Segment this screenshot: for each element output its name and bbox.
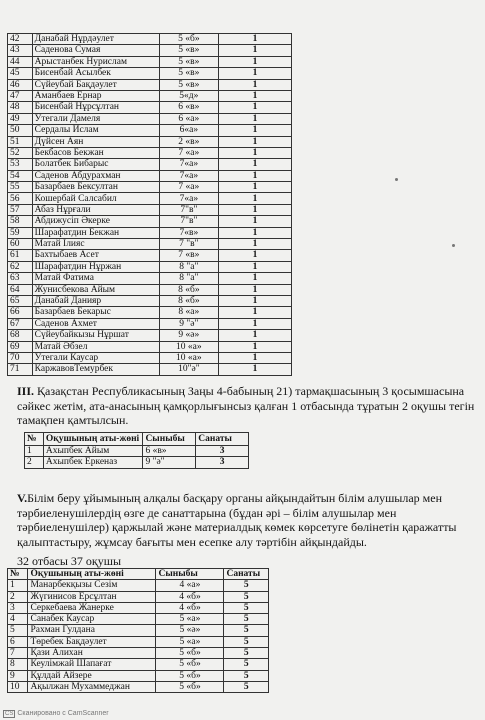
cell-grade: 9 "ә" xyxy=(143,457,196,469)
cell-category: 5 xyxy=(224,648,269,659)
cell-category: 5 xyxy=(224,625,269,636)
cell-grade: 5 «в» xyxy=(159,79,218,90)
cell-name: Базарбаев Бекарыс xyxy=(32,307,159,318)
cell-number: 55 xyxy=(8,182,33,193)
cell-name: Арыстанбек Нурислам xyxy=(32,56,159,67)
table-row xyxy=(8,193,292,204)
table-row xyxy=(25,457,249,469)
table-row xyxy=(8,341,292,352)
cell-number: 60 xyxy=(8,239,33,250)
table-row xyxy=(8,636,269,647)
section-iii-paragraph xyxy=(17,384,477,428)
cell-name: Ахыпбек Айым xyxy=(43,445,143,457)
cell-name: Матай Фатима xyxy=(32,273,159,284)
col-header-number: № xyxy=(8,569,28,580)
cell-grade: 7«а» xyxy=(159,170,218,181)
table-row xyxy=(8,602,269,613)
table-row xyxy=(8,136,292,147)
cell-number: 10 xyxy=(8,681,28,692)
section-v-count: 32 отбасы 37 оқушы xyxy=(17,554,122,568)
cell-name: Болатбек Бибарыс xyxy=(32,159,159,170)
table-row xyxy=(8,227,292,238)
cell-number: 70 xyxy=(8,352,33,363)
table-row xyxy=(8,34,292,45)
cell-name: Ақылжан Мухаммеджан xyxy=(28,681,156,692)
table-row xyxy=(8,216,292,227)
cell-grade: 10 «а» xyxy=(159,341,218,352)
cell-number: 48 xyxy=(8,102,33,113)
cell-name: Утегали Каусар xyxy=(32,352,159,363)
cell-name: Кошербай Салсабил xyxy=(32,193,159,204)
col-header-name: Оқушының аты-жөні xyxy=(43,433,143,446)
cell-number: 50 xyxy=(8,125,33,136)
cell-grade: 5 «б» xyxy=(156,659,224,670)
cell-number: 67 xyxy=(8,318,33,329)
table-row xyxy=(8,250,292,261)
table-row xyxy=(8,159,292,170)
cell-grade: 9 «ә» xyxy=(159,330,218,341)
cell-number: 4 xyxy=(8,614,28,625)
cell-name: Манарбекқызы Сезім xyxy=(28,580,156,591)
cell-number: 58 xyxy=(8,216,33,227)
cell-number: 5 xyxy=(8,625,28,636)
cell-name: Құлдай Айзере xyxy=(28,670,156,681)
cell-category: 5 xyxy=(224,614,269,625)
scan-speck xyxy=(452,244,455,247)
cell-name: Ахыпбек Еркеназ xyxy=(43,457,143,469)
cell-number: 71 xyxy=(8,364,33,375)
table-row xyxy=(8,681,269,692)
cell-grade: 7 "в" xyxy=(159,239,218,250)
cell-name: Бекбасов Бекжан xyxy=(32,147,159,158)
cell-category: 1 xyxy=(218,136,291,147)
cell-grade: 8 «б» xyxy=(159,284,218,295)
scanner-text: Сканировано с CamScanner xyxy=(17,710,109,717)
table-row xyxy=(8,284,292,295)
cell-number: 69 xyxy=(8,341,33,352)
cell-category: 1 xyxy=(218,284,291,295)
cell-grade: 6 «в» xyxy=(143,445,196,457)
cell-grade: 10"ә" xyxy=(159,364,218,375)
cell-grade: 7"в" xyxy=(159,204,218,215)
cell-grade: 8 «б» xyxy=(159,295,218,306)
cell-category: 1 xyxy=(218,330,291,341)
cell-grade: 10 «а» xyxy=(159,352,218,363)
cell-number: 61 xyxy=(8,250,33,261)
cell-category: 1 xyxy=(218,318,291,329)
section-v-paragraph xyxy=(17,491,477,549)
cell-name: Данабай Данияр xyxy=(32,295,159,306)
cell-name: Сердалы Ислам xyxy=(32,125,159,136)
table-row xyxy=(8,659,269,670)
cell-grade: 7"в" xyxy=(159,216,218,227)
table-row xyxy=(8,90,292,101)
table-header-row xyxy=(25,433,249,446)
cell-category: 1 xyxy=(218,102,291,113)
table-row xyxy=(8,580,269,591)
cell-category: 1 xyxy=(218,261,291,272)
table-row xyxy=(8,147,292,158)
cell-category: 1 xyxy=(218,216,291,227)
table-row xyxy=(8,261,292,272)
cell-number: 43 xyxy=(8,45,33,56)
cell-grade: 4 «б» xyxy=(156,591,224,602)
cell-grade: 7«в» xyxy=(159,227,218,238)
cell-number: 63 xyxy=(8,273,33,284)
cell-name: Жүгинисов Ерсұлтан xyxy=(28,591,156,602)
cell-name: Серкебаева Жанерке xyxy=(28,602,156,613)
section-iii-text: Қазақстан Республикасының Заңы 4-бабының 21) тармақшасының 3 қосымшасына сәйкес жетім, ата-анасының қамқорлығынсыз қалған 1 отбасында тұратын 2 оқушы тегін тамақпен қамтылсын. xyxy=(17,384,475,427)
cell-category: 5 xyxy=(224,681,269,692)
cell-number: 2 xyxy=(25,457,44,469)
table-row xyxy=(25,445,249,457)
cell-name: Бисенбай Нұрсұлтан xyxy=(32,102,159,113)
cell-category: 1 xyxy=(218,193,291,204)
cell-grade: 5«д» xyxy=(159,90,218,101)
cell-category: 1 xyxy=(218,45,291,56)
table-row xyxy=(8,113,292,124)
cell-category: 5 xyxy=(224,602,269,613)
cell-grade: 7 «а» xyxy=(159,147,218,158)
table-row xyxy=(8,591,269,602)
col-header-grade: Сыныбы xyxy=(156,569,224,580)
cell-category: 1 xyxy=(218,90,291,101)
cell-name: Саденов Абдурахман xyxy=(32,170,159,181)
table-row xyxy=(8,330,292,341)
cell-grade: 5 «в» xyxy=(159,68,218,79)
table-row xyxy=(8,56,292,67)
scanner-watermark xyxy=(3,710,109,718)
aid-students-table-body xyxy=(8,580,269,693)
cell-category: 5 xyxy=(224,636,269,647)
cell-category: 1 xyxy=(218,147,291,158)
cell-number: 1 xyxy=(8,580,28,591)
cell-category: 5 xyxy=(224,580,269,591)
cell-category: 1 xyxy=(218,250,291,261)
cell-grade: 6«а» xyxy=(159,125,218,136)
section-iii-numeral: III. xyxy=(17,384,35,398)
cell-number: 68 xyxy=(8,330,33,341)
table-row xyxy=(8,295,292,306)
cell-name: Шарафатдин Бекжан xyxy=(32,227,159,238)
cell-name: Матай Ілияс xyxy=(32,239,159,250)
cell-name: Қази Алихан xyxy=(28,648,156,659)
cell-name: Кеулімжай Шапағат xyxy=(28,659,156,670)
cell-number: 52 xyxy=(8,147,33,158)
table-row xyxy=(8,625,269,636)
orphans-table xyxy=(24,432,249,469)
cell-grade: 7«а» xyxy=(159,159,218,170)
cell-grade: 2 «в» xyxy=(159,136,218,147)
table-row xyxy=(8,318,292,329)
cell-category: 1 xyxy=(218,295,291,306)
table-row xyxy=(8,670,269,681)
scan-speck xyxy=(395,178,398,181)
cell-category: 5 xyxy=(224,591,269,602)
table-row xyxy=(8,45,292,56)
cell-grade: 5 «в» xyxy=(159,56,218,67)
cell-category: 5 xyxy=(224,670,269,681)
cell-category: 1 xyxy=(218,113,291,124)
table-row xyxy=(8,273,292,284)
cell-number: 64 xyxy=(8,284,33,295)
cell-number: 6 xyxy=(8,636,28,647)
col-header-category: Санаты xyxy=(196,433,249,446)
cell-category: 1 xyxy=(218,273,291,284)
cell-number: 9 xyxy=(8,670,28,681)
cell-number: 62 xyxy=(8,261,33,272)
cell-number: 65 xyxy=(8,295,33,306)
cell-name: Базарбаев Бексултан xyxy=(32,182,159,193)
table-row xyxy=(8,79,292,90)
cell-name: Данабай Нұрдәулет xyxy=(32,34,159,45)
cell-category: 1 xyxy=(218,341,291,352)
cell-number: 51 xyxy=(8,136,33,147)
cell-number: 1 xyxy=(25,445,44,457)
cell-grade: 5 «б» xyxy=(156,670,224,681)
cell-grade: 7«а» xyxy=(159,193,218,204)
table-row xyxy=(8,204,292,215)
table-row xyxy=(8,614,269,625)
students-table-body xyxy=(8,34,292,376)
cell-name: Рахман Гулдана xyxy=(28,625,156,636)
table-row xyxy=(8,182,292,193)
cell-name: Утегали Дамеля xyxy=(32,113,159,124)
cell-number: 57 xyxy=(8,204,33,215)
table-row xyxy=(8,364,292,375)
cell-grade: 6 «в» xyxy=(159,102,218,113)
cell-name: Төребек Бақдәулет xyxy=(28,636,156,647)
cell-number: 49 xyxy=(8,113,33,124)
cell-name: Абдижусіп Әкерке xyxy=(32,216,159,227)
cell-grade: 7 «а» xyxy=(159,182,218,193)
cell-number: 2 xyxy=(8,591,28,602)
cell-category: 1 xyxy=(218,352,291,363)
cell-grade: 4 «а» xyxy=(156,580,224,591)
orphans-table-body xyxy=(25,445,249,468)
table-row xyxy=(8,102,292,113)
cell-name: Дүйсен Аян xyxy=(32,136,159,147)
table-row xyxy=(8,352,292,363)
cell-grade: 8 "а" xyxy=(159,273,218,284)
cell-name: Саденов Ахмет xyxy=(32,318,159,329)
cell-grade: 8 "а" xyxy=(159,261,218,272)
table-row xyxy=(8,648,269,659)
aid-students-table xyxy=(7,568,269,693)
cell-name: Сүйеубайкызы Нұршат xyxy=(32,330,159,341)
cell-name: Бисенбай Асылбек xyxy=(32,68,159,79)
cell-category: 1 xyxy=(218,34,291,45)
students-table-continued xyxy=(7,33,292,376)
table-row xyxy=(8,125,292,136)
cell-category: 1 xyxy=(218,125,291,136)
cell-grade: 5 «б» xyxy=(156,648,224,659)
table-row xyxy=(8,239,292,250)
cell-category: 1 xyxy=(218,307,291,318)
cell-name: Сүйеубай Бақдәулет xyxy=(32,79,159,90)
cell-name: Матай Әбзел xyxy=(32,341,159,352)
cell-number: 46 xyxy=(8,79,33,90)
cell-number: 54 xyxy=(8,170,33,181)
cell-grade: 9 "ә" xyxy=(159,318,218,329)
cell-category: 3 xyxy=(196,445,249,457)
cell-name: Саденова Сумая xyxy=(32,45,159,56)
cell-grade: 8 «а» xyxy=(159,307,218,318)
cell-category: 1 xyxy=(218,239,291,250)
table-row xyxy=(8,307,292,318)
cell-number: 42 xyxy=(8,34,33,45)
cell-number: 7 xyxy=(8,648,28,659)
cell-category: 3 xyxy=(196,457,249,469)
cell-grade: 5 «а» xyxy=(156,636,224,647)
cell-category: 1 xyxy=(218,204,291,215)
cell-number: 53 xyxy=(8,159,33,170)
cell-name: Аманбаев Ернар xyxy=(32,90,159,101)
col-header-category: Санаты xyxy=(224,569,269,580)
section-v-numeral: V. xyxy=(17,491,28,505)
cell-number: 47 xyxy=(8,90,33,101)
col-header-number: № xyxy=(25,433,44,446)
cell-grade: 4 «б» xyxy=(156,602,224,613)
table-row xyxy=(8,68,292,79)
col-header-grade: Сыныбы xyxy=(143,433,196,446)
cell-grade: 5 «а» xyxy=(156,614,224,625)
cell-number: 66 xyxy=(8,307,33,318)
cell-number: 8 xyxy=(8,659,28,670)
cell-number: 44 xyxy=(8,56,33,67)
cell-grade: 5 «б» xyxy=(159,34,218,45)
cell-category: 1 xyxy=(218,182,291,193)
cell-category: 1 xyxy=(218,79,291,90)
table-header-row xyxy=(8,569,269,580)
cell-category: 1 xyxy=(218,364,291,375)
cell-number: 45 xyxy=(8,68,33,79)
cell-name: Шарафатдин Нұржан xyxy=(32,261,159,272)
cell-number: 56 xyxy=(8,193,33,204)
cell-grade: 7 «в» xyxy=(159,250,218,261)
cell-grade: 5 «б» xyxy=(156,681,224,692)
cell-name: Бахтыбаев Асет xyxy=(32,250,159,261)
cell-name: Абаз Нұрғали xyxy=(32,204,159,215)
cell-number: 3 xyxy=(8,602,28,613)
cell-name: Санабек Каусар xyxy=(28,614,156,625)
camscanner-logo-icon: CS xyxy=(5,711,14,717)
cell-category: 5 xyxy=(224,659,269,670)
col-header-name: Оқушының аты-жөні xyxy=(28,569,156,580)
cell-name: КаржавовТемурбек xyxy=(32,364,159,375)
cell-category: 1 xyxy=(218,170,291,181)
cell-name: Жунисбекова Айым xyxy=(32,284,159,295)
cell-number: 59 xyxy=(8,227,33,238)
cell-category: 1 xyxy=(218,159,291,170)
cell-category: 1 xyxy=(218,227,291,238)
cell-grade: 6 «а» xyxy=(159,113,218,124)
section-v-text: Білім беру ұйымының алқалы басқару органы айқындайтын білім алушылар мен тәрбиеленушілердің өзге де санаттарына (бұдан әрі – білім алушылар мен тәрбиеленушілер) қаржылай және материалдық көмек көрсетуге бөлінетін қаражатты қалыптастыру, жұмсау бағыты мен есепке алу тәртібін айқындайды. xyxy=(17,491,457,549)
cell-grade: 5 «ә» xyxy=(156,625,224,636)
cell-category: 1 xyxy=(218,56,291,67)
table-row xyxy=(8,170,292,181)
cell-category: 1 xyxy=(218,68,291,79)
cell-grade: 5 «в» xyxy=(159,45,218,56)
